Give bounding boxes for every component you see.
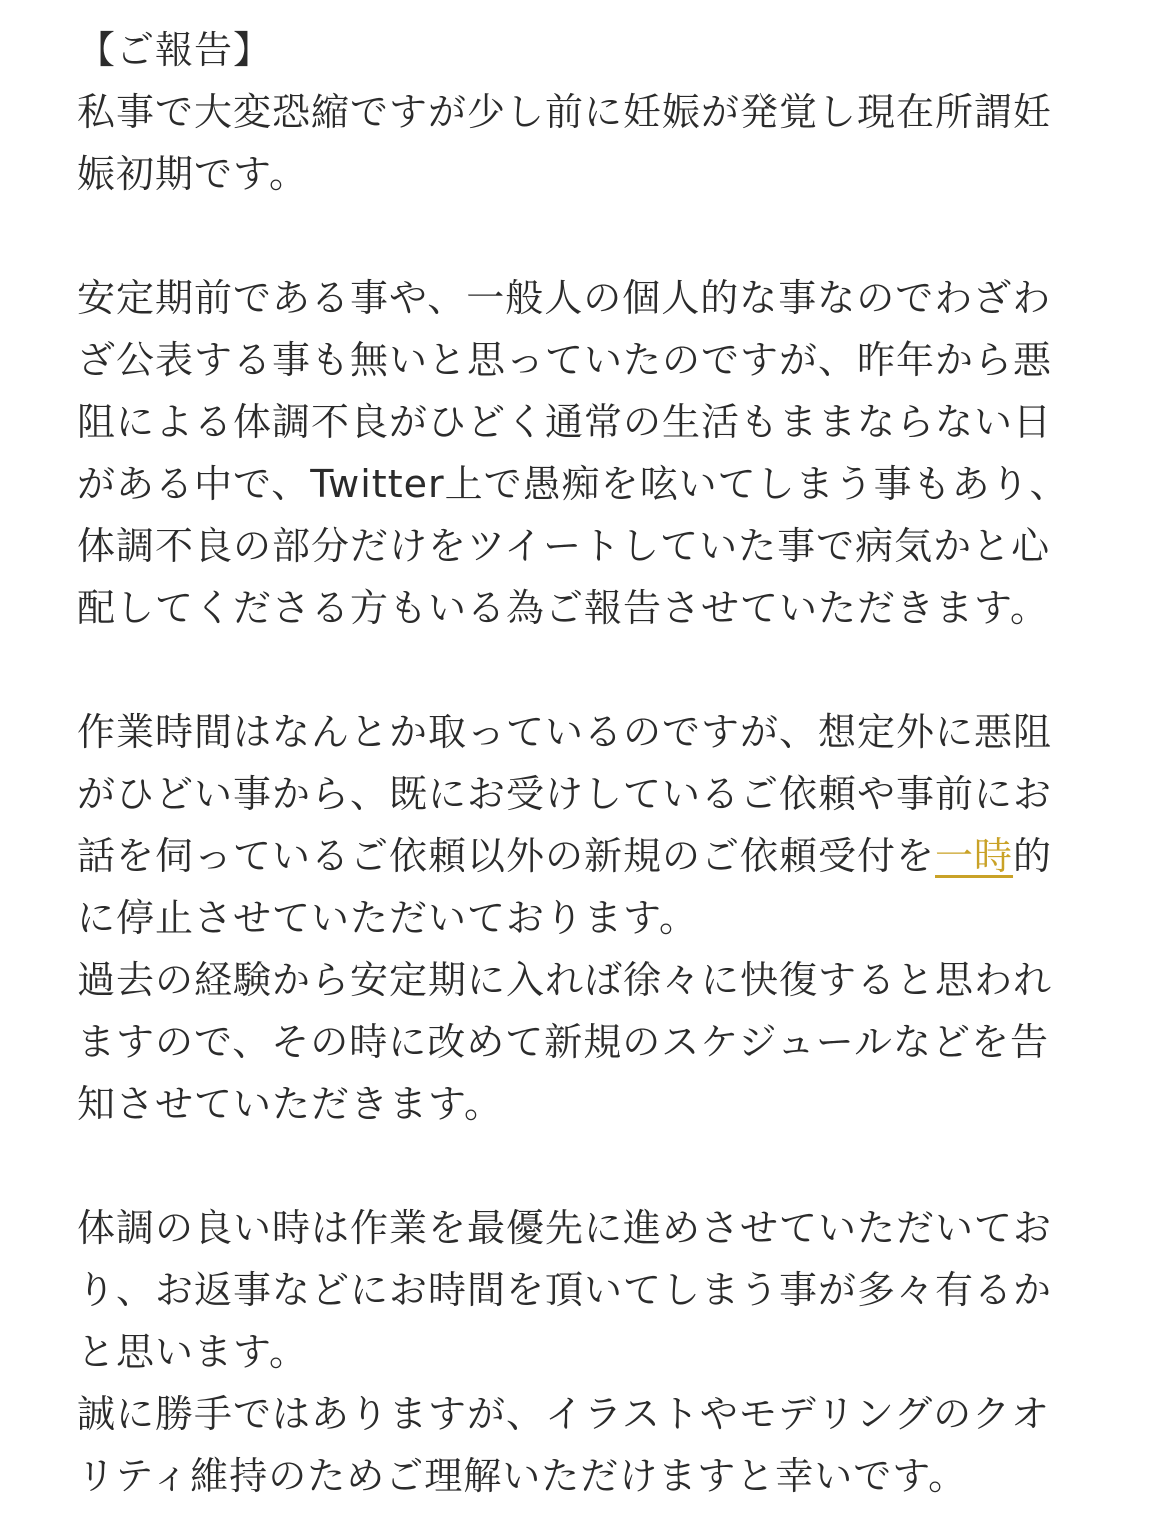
paragraph-1-line-1: 私事で大変恐縮ですが少し前に妊娠が発覚し現在所謂妊: [77, 90, 1053, 134]
paragraph-3-line-5: 過去の経験から安定期に入れば徐々に快復すると思われ: [77, 958, 1053, 1002]
paragraph-4-line-4: 誠に勝手ではありますが、イラストやモデリングのクオ: [77, 1392, 1051, 1436]
paragraph-2-line-5: 体調不良の部分だけをツイートしていた事で病気かと心: [77, 524, 1051, 568]
paragraph-2-line-6: 配してくださる方もいる為ご報告させていただきます。: [77, 586, 1049, 630]
announcement-document: [77, 19, 1077, 1507]
paragraph-1-line-2: 娠初期です。: [77, 152, 308, 196]
heading: 【ご報告】: [77, 28, 273, 72]
paragraph-4-line-2: り、お返事などにお時間を頂いてしまう事が多々有るか: [77, 1268, 1053, 1312]
paragraph-2-line-1: 安定期前である事や、一般人の個人的な事なのでわざわ: [77, 276, 1052, 320]
paragraph-3-line-1: 作業時間はなんとか取っているのですが、想定外に悪阻: [77, 710, 1053, 754]
paragraph-3-line-7: 知させていただきます。: [77, 1082, 503, 1126]
temporary-link[interactable]: 一時: [935, 834, 1014, 878]
paragraph-2-line-3: 阻による体調不良がひどく通常の生活もままならない日: [77, 400, 1053, 444]
paragraph-3-line-6: ますので、その時に改めて新規のスケジュールなどを告: [77, 1020, 1049, 1064]
paragraph-4-line-5: リティ維持のためご理解いただけますと幸いです。: [77, 1454, 968, 1498]
paragraph-3-line-2: がひどい事から、既にお受けしているご依頼や事前にお: [77, 772, 1053, 816]
paragraph-spacer: [77, 205, 1077, 267]
paragraph-4-line-1: 体調の良い時は作業を最優先に進めさせていただいてお: [77, 1206, 1053, 1250]
paragraph-4-line-3: と思います。: [77, 1330, 308, 1374]
paragraph-spacer: [77, 639, 1077, 701]
paragraph-3-line-4: に停止させていただいております。: [77, 896, 698, 940]
paragraph-2-line-2: ざ公表する事も無いと思っていたのですが、昨年から悪: [77, 338, 1053, 382]
paragraph-2-line-4: がある中で、Twitter上で愚痴を呟いてしまう事もあり、: [77, 462, 1069, 506]
line-text-after-link: 的: [1013, 834, 1053, 878]
paragraph-3-line-3: [77, 825, 1077, 887]
paragraph-spacer: [77, 1135, 1077, 1197]
line-text-before-link: 話を伺っているご依頼以外の新規のご依頼受付を: [77, 834, 936, 878]
